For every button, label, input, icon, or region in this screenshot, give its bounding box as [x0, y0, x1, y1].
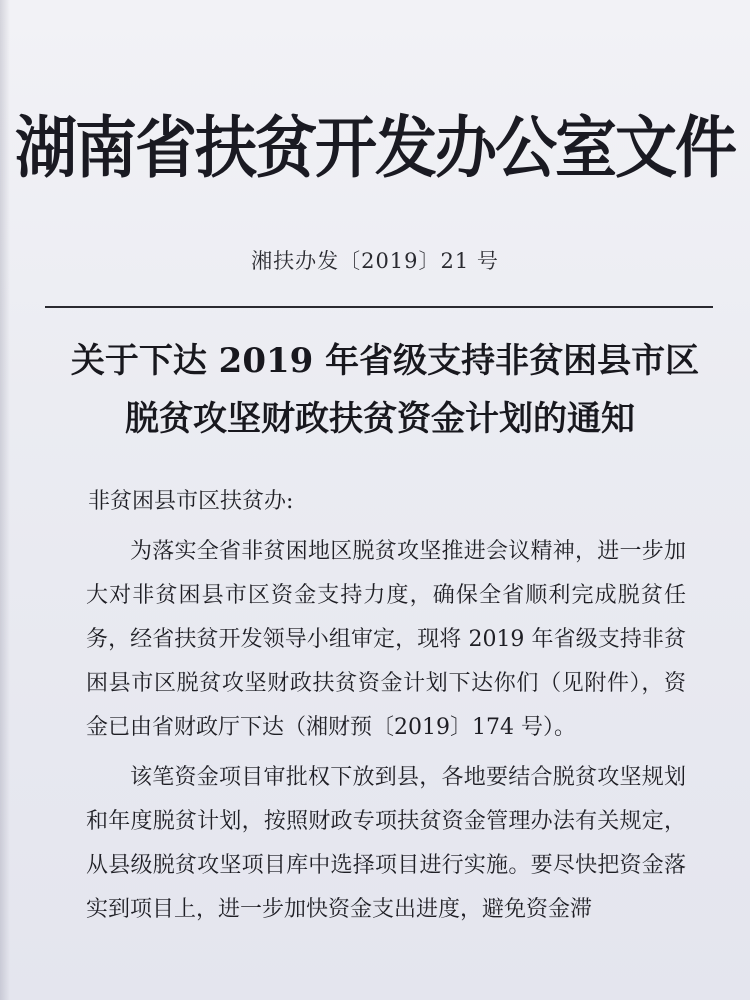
body-paragraph-1: 为落实全省非贫困地区脱贫攻坚推进会议精神，进一步加大对非贫困县市区资金支持力度，确保全省顺利完成脱贫任务，经省扶贫开发领导小组审定，现将 2019 年省级支持非贫困县市区脱贫攻坚财政扶贫资金计划下达你们（见附件），资金已由省财政厅下达（湘财预〔2019〕174 号）。: [86, 539, 686, 740]
body-paragraph-2: 该笔资金项目审批权下放到县，各地要结合脱贫攻坚规划和年度脱贫计划，按照财政专项扶贫资金管理办法有关规定，从县级脱贫攻坚项目库中选择项目进行实施。要尽快把资金落实到项目上，进一步加快资金支出进度，避免资金滞: [86, 765, 686, 922]
header-divider: [45, 306, 713, 308]
notice-title-line-2: 脱贫攻坚财政扶贫资金计划的通知: [125, 399, 635, 439]
document-number: 湘扶办发〔2019〕21 号: [251, 249, 499, 273]
body-text: [86, 530, 686, 938]
salutation: 非贫困县市区扶贫办:: [88, 489, 294, 514]
notice-title: [0, 332, 750, 448]
notice-title-line-1: 关于下达 2019 年省级支持非贫困县市区: [70, 341, 700, 381]
document-header-title: 湖南省扶贫开发办公室文件: [14, 108, 735, 188]
